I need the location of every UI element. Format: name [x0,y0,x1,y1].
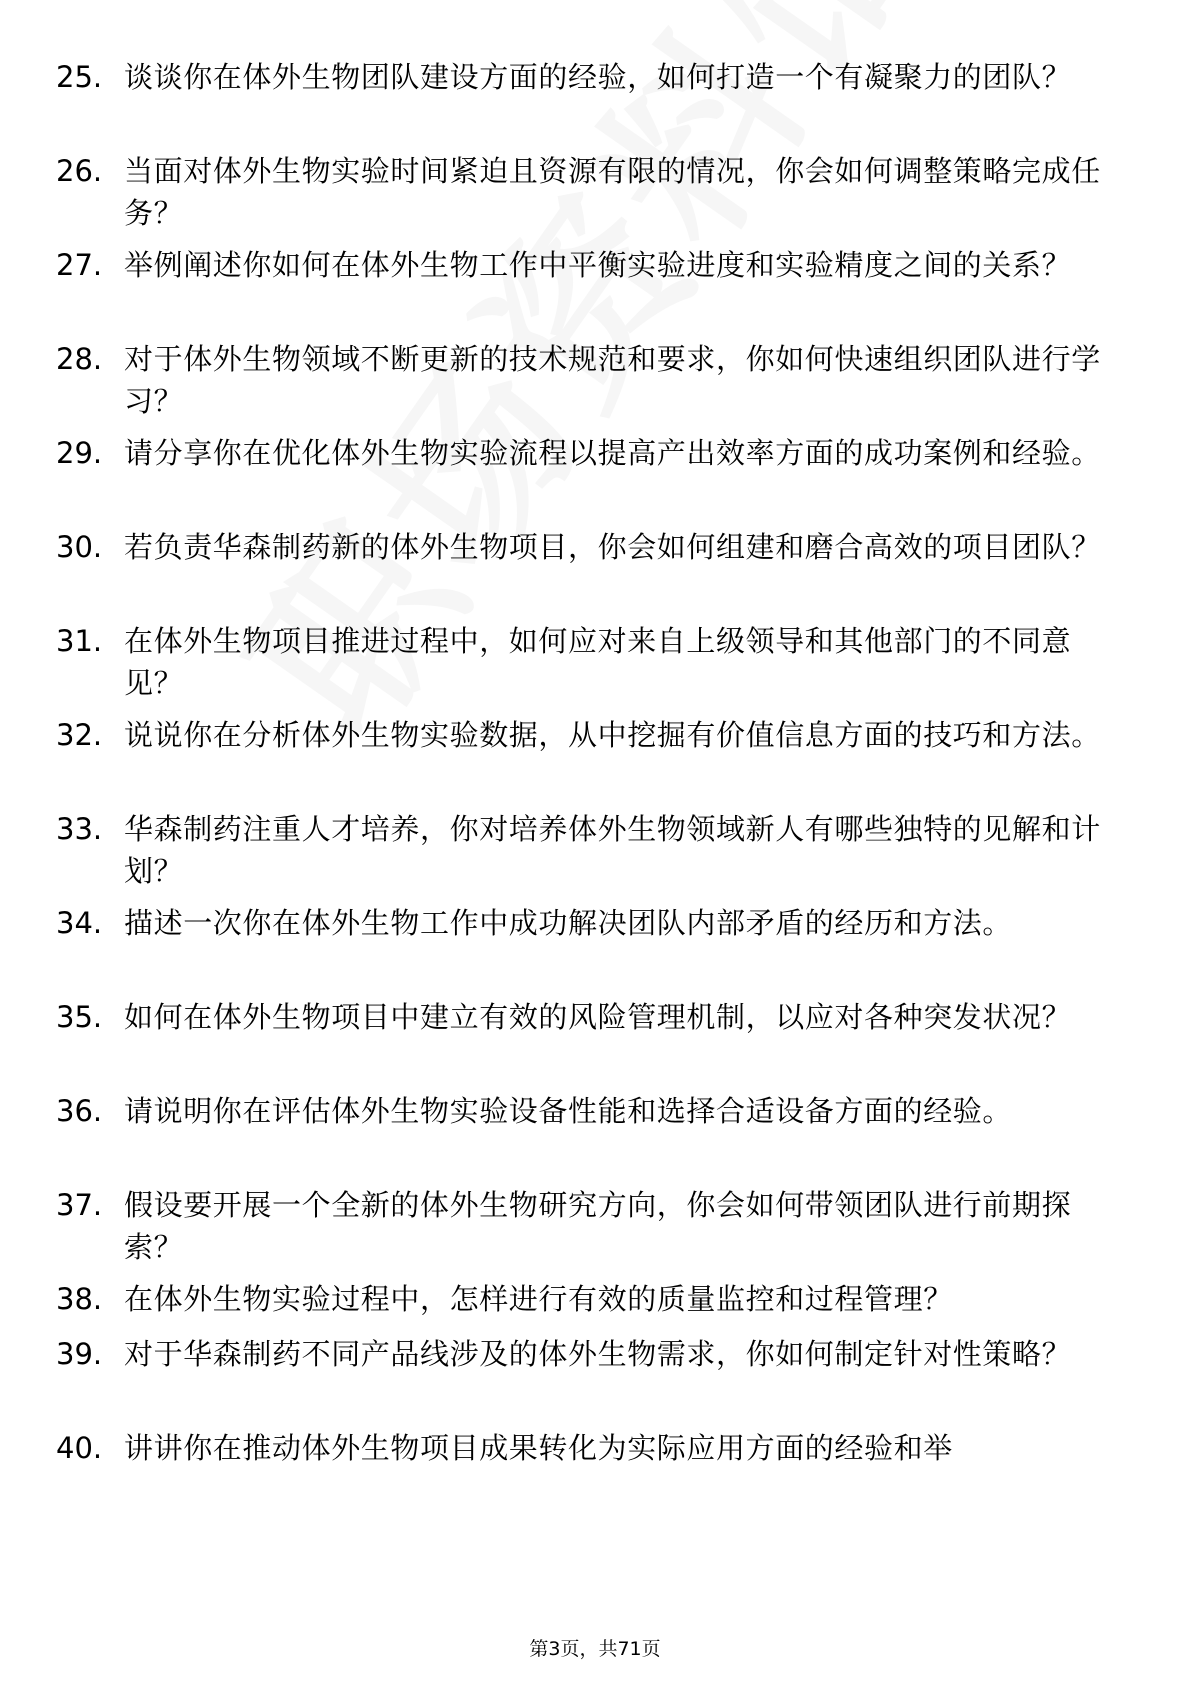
question-item [0,1176,1190,1270]
question-number: 27. [56,248,103,282]
question-text: 华森制药注重人才培养，你对培养体外生物领域新人有哪些独特的见解和计划？ [124,812,1101,888]
question-item [0,48,1190,142]
question-item [0,894,1190,988]
question-item [0,330,1190,424]
question-text: 假设要开展一个全新的体外生物研究方向，你会如何带领团队进行前期探索？ [124,1188,1072,1264]
question-text: 谈谈你在体外生物团队建设方面的经验，如何打造一个有凝聚力的团队？ [124,60,1072,94]
question-item [0,518,1190,612]
question-item [0,612,1190,706]
question-item [0,1325,1190,1419]
question-number: 39. [56,1337,103,1371]
question-number: 30. [56,530,103,564]
page-footer: 第3页，共71页 [529,1638,661,1660]
question-text: 请说明你在评估体外生物实验设备性能和选择合适设备方面的经验。 [124,1094,1013,1128]
question-number: 29. [56,436,103,470]
question-number: 40. [56,1431,103,1465]
question-item [0,1082,1190,1176]
question-item [0,800,1190,894]
question-text: 在体外生物项目推进过程中，如何应对来自上级领导和其他部门的不同意见？ [124,624,1072,700]
question-number: 37. [56,1188,103,1222]
question-number: 34. [56,906,103,940]
question-text: 对于体外生物领域不断更新的技术规范和要求，你如何快速组织团队进行学习？ [124,342,1101,418]
question-text: 举例阐述你如何在体外生物工作中平衡实验进度和实验精度之间的关系？ [124,248,1072,282]
question-number: 25. [56,60,103,94]
question-number: 35. [56,1000,103,1034]
question-text: 若负责华森制药新的体外生物项目，你会如何组建和磨合高效的项目团队？ [124,530,1101,564]
question-text: 说说你在分析体外生物实验数据，从中挖掘有价值信息方面的技巧和方法。 [124,718,1101,752]
question-item [0,142,1190,236]
question-text: 请分享你在优化体外生物实验流程以提高产出效率方面的成功案例和经验。 [124,436,1101,470]
question-number: 28. [56,342,103,376]
question-item [0,706,1190,800]
question-text: 当面对体外生物实验时间紧迫且资源有限的情况，你会如何调整策略完成任务？ [124,154,1101,230]
question-number: 36. [56,1094,103,1128]
question-number: 32. [56,718,103,752]
question-item [0,236,1190,330]
question-text: 讲讲你在推动体外生物项目成果转化为实际应用方面的经验和举 [124,1431,953,1465]
question-list [0,48,1190,1474]
question-text: 在体外生物实验过程中，怎样进行有效的质量监控和过程管理？ [124,1282,953,1316]
question-number: 33. [56,812,103,846]
question-item [0,1419,1190,1474]
question-text: 对于华森制药不同产品线涉及的体外生物需求，你如何制定针对性策略？ [124,1337,1072,1371]
question-item [0,1270,1190,1325]
question-item [0,424,1190,518]
question-number: 31. [56,624,103,658]
question-text: 如何在体外生物项目中建立有效的风险管理机制，以应对各种突发状况？ [124,1000,1072,1034]
question-text: 描述一次你在体外生物工作中成功解决团队内部矛盾的经历和方法。 [124,906,1013,940]
question-item [0,988,1190,1082]
question-number: 38. [56,1282,103,1316]
question-number: 26. [56,154,103,188]
